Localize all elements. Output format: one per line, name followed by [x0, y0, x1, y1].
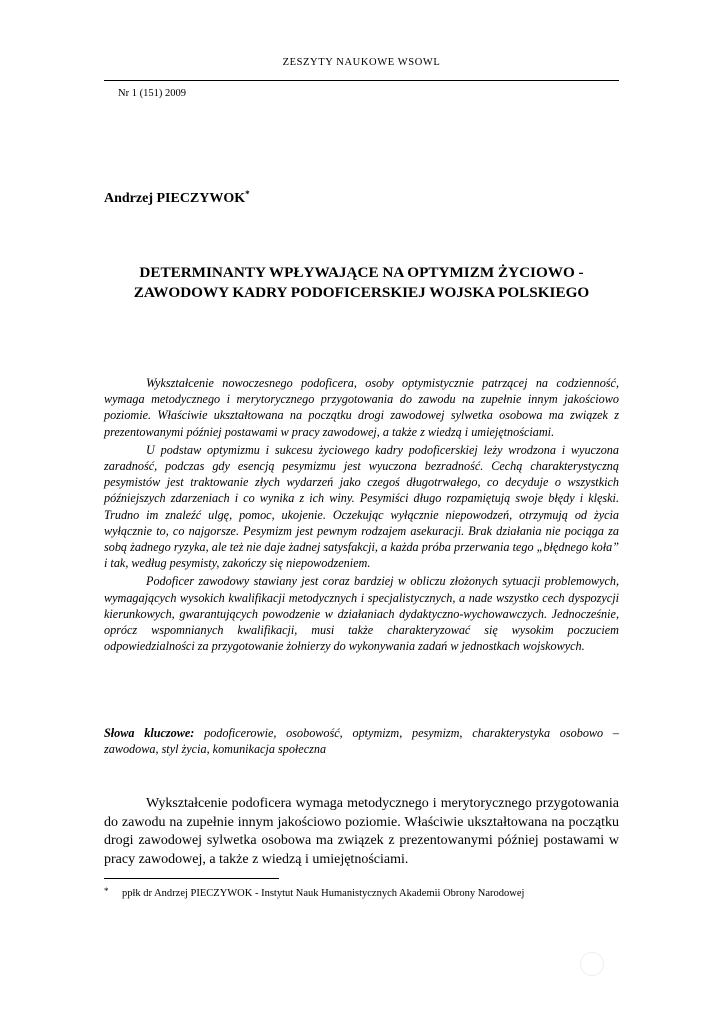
author-name: Andrzej PIECZYWOK: [104, 191, 246, 206]
keywords: [104, 725, 619, 757]
issue-number: Nr 1 (151) 2009: [118, 88, 186, 99]
watermark-icon: [580, 952, 604, 976]
header-rule: [104, 80, 619, 81]
title-line-1: DETERMINANTY WPŁYWAJĄCE NA OPTYMIZM ŻYCIOWO -: [139, 264, 584, 281]
body-text: [104, 795, 619, 869]
footnote-rule: [104, 878, 279, 879]
abstract-paragraph: Podoficer zawodowy stawiany jest coraz bardziej w obliczu złożonych sytuacji problemowych, wymagających wysokich kwalifikacji metodycznych i specjalistycznych, a nade wszystko cech dyspozycji kierunkowych, gwarantujących powodzenie w działaniach dydaktyczno-wychowawczych. Jednocześnie, oprócz wspomnianych kwalifikacji, musi także charakteryzować się wysokim poczuciem odpowiedzialności za przygotowanie żołnierzy do wykonywania zadań w jednostkach wojskowych.: [104, 574, 619, 654]
body-paragraph: Wykształcenie podoficera wymaga metodycznego i merytorycznego przygotowania do zawodu na zupełnie innym jakościowo poziomie. Właściwie ukształtowana na początku drogi zawodowej sylwetka osobowa ma związek z prezentowanymi później postawami w pracy zawodowej, a także z wiedzą i umiejętnościami.: [104, 796, 619, 867]
abstract: [104, 375, 619, 656]
author: [104, 191, 250, 207]
title-line-2: ZAWODOWY KADRY PODOFICERSKIEJ WOJSKA POLSKIEGO: [133, 284, 590, 301]
author-footnote-mark: *: [245, 189, 250, 199]
footnote-text: ppłk dr Andrzej PIECZYWOK - Instytut Nauk Humanistycznych Akademii Obrony Narodowej: [122, 888, 525, 899]
footnote-mark: *: [104, 886, 109, 896]
journal-header: ZESZYTY NAUKOWE WSOWL: [282, 57, 441, 68]
footnote: [104, 888, 619, 899]
keywords-text: podoficerowie, osobowość, optymizm, pesymizm, charakterystyka osobowo – zawodowa, styl życia, komunikacja społeczna: [104, 726, 619, 757]
abstract-paragraph: U podstaw optymizmu i sukcesu życiowego kadry podoficerskiej leży wrodzona i wyuczona zaradność, podczas gdy esencją pesymizmu jest wyuczona bezradność. Cechą charakterystyczną pesymistów jest traktowanie złych wydarzeń jako czegoś długotrwałego, co decyduje o wszystkich późniejszych zdarzeniach i co wynika z ich winy. Pesymiści długo rozpamiętują swoje błędy i klęski. Trudno im znaleźć ulgę, pomoc, ukojenie. Oczekując wyłącznie niepowodzeń, otrzymują od życia wyłącznie to, co najgorsze. Pesymizm jest pewnym rodzajem asekuracji. Brak działania nie pociąga za sobą żadnego ryzyka, ale też nie daje żadnej satysfakcji, a każda próba przerwania tego „błędnego koła” i tak, według pesymisty, zakończy się niepowodzeniem.: [104, 442, 619, 571]
keywords-label: Słowa kluczowe:: [104, 726, 195, 740]
abstract-paragraph: Wykształcenie nowoczesnego podoficera, osoby optymistycznie patrzącej na codzienność, wymaga metodycznego i merytorycznego przygotowania do zawodu na zupełnie innym jakościowo poziomie. Właściwie ukształtowana na początku drogi zawodowej sylwetka osobowa ma związek z prezentowanymi później postawami w pracy zawodowej, a także z wiedzą i umiejętnościami.: [104, 376, 619, 439]
paper-title: [104, 263, 619, 303]
